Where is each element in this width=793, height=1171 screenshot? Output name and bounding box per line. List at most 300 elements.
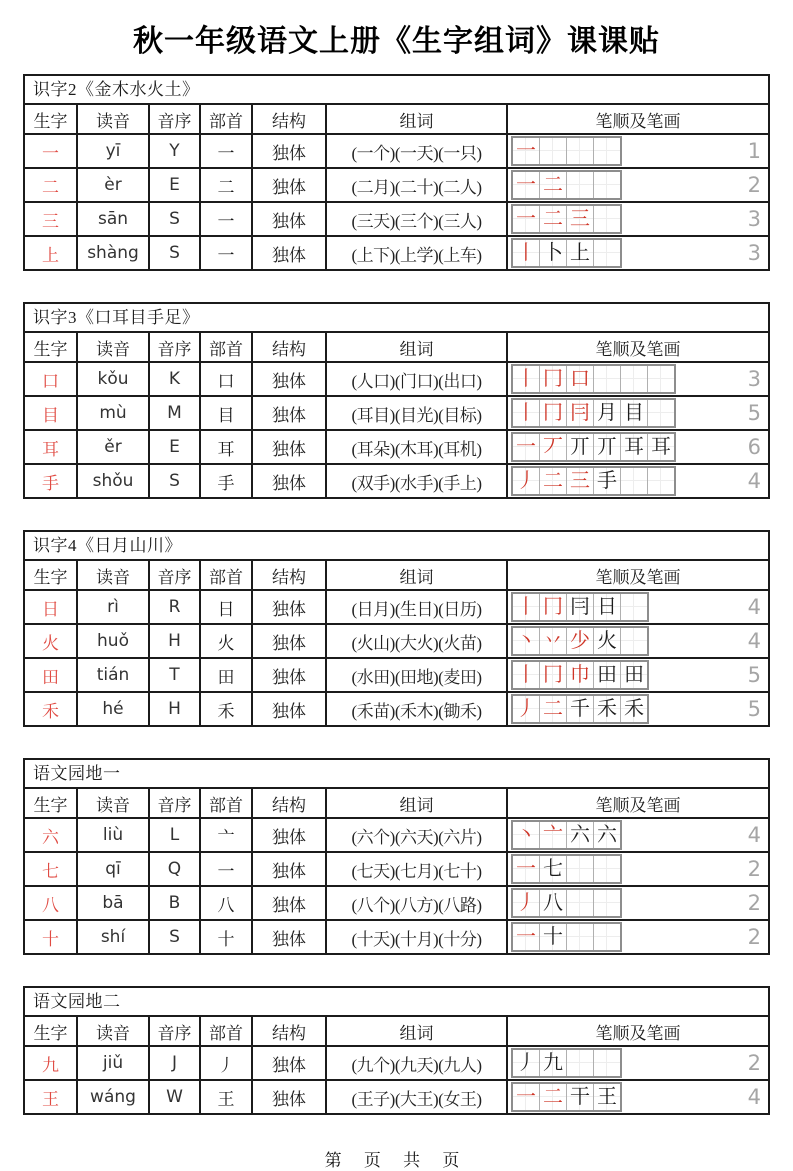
column-header: 音序 — [150, 105, 201, 133]
initial-cell: E — [150, 431, 201, 463]
stroke-order-grid — [511, 136, 622, 166]
stroke-order-grid — [511, 466, 676, 496]
stroke-step: 丿 — [513, 468, 540, 494]
column-header: 生字 — [25, 105, 78, 133]
stroke-order-grid — [511, 1048, 622, 1078]
char-cell: 三 — [25, 203, 78, 235]
char-cell: 十 — [25, 921, 78, 953]
stroke-step: 丨 — [513, 240, 540, 266]
stroke-step: 冂 — [540, 400, 567, 426]
stroke-step-empty — [594, 856, 620, 882]
char-cell: 手 — [25, 465, 78, 497]
pinyin-cell: èr — [78, 169, 150, 201]
words-cell: (人口)(门口)(出口) — [327, 363, 508, 395]
stroke-order-cell — [508, 1047, 768, 1079]
column-header: 生字 — [25, 561, 78, 589]
words-cell: (二月)(二十)(二人) — [327, 169, 508, 201]
structure-cell: 独体 — [253, 363, 327, 395]
column-header: 组词 — [327, 333, 508, 361]
structure-cell: 独体 — [253, 659, 327, 691]
radical-cell: 一 — [201, 203, 253, 235]
table-row — [25, 397, 768, 431]
char-cell: 火 — [25, 625, 78, 657]
stroke-order-cell — [508, 431, 768, 463]
lesson-title: 识字3《口耳目手足》 — [25, 304, 768, 333]
words-cell: (耳朵)(木耳)(耳机) — [327, 431, 508, 463]
stroke-order-grid — [511, 432, 676, 462]
table-row — [25, 693, 768, 725]
char-cell: 二 — [25, 169, 78, 201]
initial-cell: H — [150, 625, 201, 657]
stroke-step-empty — [567, 924, 594, 950]
column-header: 笔顺及笔画 — [595, 339, 681, 359]
lesson-title: 语文园地二 — [25, 988, 768, 1017]
stroke-step: 六 — [567, 822, 594, 848]
column-header: 部首 — [201, 105, 253, 133]
table-row — [25, 819, 768, 853]
stroke-step: 二 — [540, 172, 567, 198]
pinyin-cell: shí — [78, 921, 150, 953]
stroke-order-grid — [511, 820, 622, 850]
column-header: 音序 — [150, 561, 201, 589]
initial-cell: S — [150, 203, 201, 235]
table-row — [25, 591, 768, 625]
words-cell: (一个)(一天)(一只) — [327, 135, 508, 167]
radical-cell: 丿 — [201, 1047, 253, 1079]
stroke-order-grid — [511, 592, 649, 622]
column-header: 音序 — [150, 333, 201, 361]
stroke-step: 亠 — [540, 822, 567, 848]
stroke-count: 5 — [747, 663, 761, 687]
pinyin-cell: bā — [78, 887, 150, 919]
pinyin-cell: yī — [78, 135, 150, 167]
pinyin-cell: rì — [78, 591, 150, 623]
initial-cell: E — [150, 169, 201, 201]
stroke-step: 卜 — [540, 240, 567, 266]
structure-cell: 独体 — [253, 693, 327, 725]
structure-cell: 独体 — [253, 625, 327, 657]
column-header: 结构 — [253, 561, 327, 589]
char-cell: 上 — [25, 237, 78, 269]
stroke-count: 4 — [747, 469, 761, 493]
stroke-order-grid — [511, 364, 676, 394]
structure-cell: 独体 — [253, 853, 327, 885]
stroke-order-grid — [511, 694, 649, 724]
stroke-order-cell — [508, 169, 768, 201]
words-cell: (八个)(八方)(八路) — [327, 887, 508, 919]
words-cell: (六个)(六天)(六片) — [327, 819, 508, 851]
stroke-step: 一 — [513, 1084, 540, 1110]
stroke-step-empty — [567, 856, 594, 882]
radical-cell: 禾 — [201, 693, 253, 725]
stroke-count: 4 — [747, 629, 761, 653]
stroke-count: 3 — [747, 207, 761, 231]
stroke-count: 4 — [747, 595, 761, 619]
initial-cell: S — [150, 465, 201, 497]
stroke-step: 王 — [594, 1084, 620, 1110]
stroke-step-empty — [567, 890, 594, 916]
lesson-title: 识字4《日月山川》 — [25, 532, 768, 561]
stroke-count: 2 — [747, 857, 761, 881]
stroke-step-empty — [594, 366, 621, 392]
stroke-step-empty — [621, 594, 647, 620]
column-header: 部首 — [201, 333, 253, 361]
words-cell: (王子)(大王)(女王) — [327, 1081, 508, 1113]
header-row — [25, 105, 768, 135]
radical-cell: 田 — [201, 659, 253, 691]
pinyin-cell: kǒu — [78, 363, 150, 395]
pinyin-cell: qī — [78, 853, 150, 885]
stroke-step: 一 — [513, 172, 540, 198]
stroke-step: 口 — [567, 366, 594, 392]
stroke-step: 丿 — [513, 696, 540, 722]
pinyin-cell: mù — [78, 397, 150, 429]
stroke-step: 冃 — [567, 400, 594, 426]
words-cell: (火山)(大火)(火苗) — [327, 625, 508, 657]
words-cell: (日月)(生日)(日历) — [327, 591, 508, 623]
column-header: 读音 — [78, 1017, 150, 1045]
radical-cell: 手 — [201, 465, 253, 497]
header-row — [25, 333, 768, 363]
column-header: 结构 — [253, 1017, 327, 1045]
char-cell: 耳 — [25, 431, 78, 463]
char-cell: 九 — [25, 1047, 78, 1079]
char-cell: 八 — [25, 887, 78, 919]
stroke-step: 日 — [594, 594, 621, 620]
char-cell: 口 — [25, 363, 78, 395]
words-cell: (双手)(水手)(手上) — [327, 465, 508, 497]
stroke-order-grid — [511, 1082, 622, 1112]
stroke-count: 2 — [747, 925, 761, 949]
stroke-step-empty — [648, 468, 674, 494]
stroke-step: 丨 — [513, 400, 540, 426]
pinyin-cell: ěr — [78, 431, 150, 463]
stroke-order-cell — [508, 921, 768, 953]
column-header: 结构 — [253, 789, 327, 817]
stroke-step: 丿 — [513, 890, 540, 916]
stroke-step: 月 — [594, 400, 621, 426]
pinyin-cell: huǒ — [78, 625, 150, 657]
stroke-step: 丶 — [513, 822, 540, 848]
structure-cell: 独体 — [253, 135, 327, 167]
stroke-step: 少 — [567, 628, 594, 654]
table-row — [25, 1081, 768, 1113]
pinyin-cell: shǒu — [78, 465, 150, 497]
char-cell: 目 — [25, 397, 78, 429]
words-cell: (三天)(三个)(三人) — [327, 203, 508, 235]
stroke-order-cell — [508, 1081, 768, 1113]
structure-cell: 独体 — [253, 465, 327, 497]
column-header: 笔顺及笔画 — [595, 1023, 681, 1043]
stroke-order-cell — [508, 819, 768, 851]
initial-cell: J — [150, 1047, 201, 1079]
column-header: 音序 — [150, 789, 201, 817]
stroke-count: 1 — [747, 139, 761, 163]
column-header: 组词 — [327, 1017, 508, 1045]
initial-cell: Y — [150, 135, 201, 167]
stroke-step: 丶 — [513, 628, 540, 654]
column-header: 生字 — [25, 1017, 78, 1045]
structure-cell: 独体 — [253, 203, 327, 235]
char-cell: 日 — [25, 591, 78, 623]
lesson-table — [23, 530, 770, 727]
stroke-order-grid — [511, 922, 622, 952]
stroke-order-cell — [508, 135, 768, 167]
radical-cell: 王 — [201, 1081, 253, 1113]
column-header: 组词 — [327, 789, 508, 817]
stroke-step: 耳 — [648, 434, 674, 460]
stroke-step: 冂 — [540, 662, 567, 688]
initial-cell: K — [150, 363, 201, 395]
stroke-step: 丌 — [594, 434, 621, 460]
stroke-step-empty — [594, 206, 620, 232]
lesson-table — [23, 74, 770, 271]
stroke-order-cell — [508, 203, 768, 235]
pinyin-cell: liù — [78, 819, 150, 851]
table-row — [25, 465, 768, 497]
radical-cell: 日 — [201, 591, 253, 623]
stroke-step-empty — [621, 628, 647, 654]
stroke-step: 丷 — [540, 628, 567, 654]
stroke-count: 2 — [747, 1051, 761, 1075]
words-cell: (禾苗)(禾木)(锄禾) — [327, 693, 508, 725]
stroke-order-cell — [508, 397, 768, 429]
structure-cell: 独体 — [253, 169, 327, 201]
words-cell: (十天)(十月)(十分) — [327, 921, 508, 953]
stroke-step-empty — [567, 138, 594, 164]
stroke-step-empty — [621, 468, 648, 494]
stroke-order-cell — [508, 853, 768, 885]
stroke-step: 丆 — [540, 434, 567, 460]
table-row — [25, 659, 768, 693]
stroke-order-grid — [511, 204, 622, 234]
radical-cell: 耳 — [201, 431, 253, 463]
radical-cell: 亠 — [201, 819, 253, 851]
stroke-step-empty — [594, 1050, 620, 1076]
radical-cell: 一 — [201, 135, 253, 167]
stroke-step: 二 — [540, 696, 567, 722]
column-header: 笔顺及笔画 — [595, 111, 681, 131]
stroke-count: 2 — [747, 891, 761, 915]
stroke-order-cell — [508, 237, 768, 269]
table-row — [25, 921, 768, 953]
stroke-step: 丌 — [567, 434, 594, 460]
stroke-step: 八 — [540, 890, 567, 916]
stroke-step: 九 — [540, 1050, 567, 1076]
char-cell: 田 — [25, 659, 78, 691]
lesson-table — [23, 302, 770, 499]
radical-cell: 一 — [201, 853, 253, 885]
initial-cell: B — [150, 887, 201, 919]
stroke-step: 上 — [567, 240, 594, 266]
radical-cell: 十 — [201, 921, 253, 953]
stroke-step-empty — [567, 1050, 594, 1076]
stroke-count: 6 — [747, 435, 761, 459]
pinyin-cell: jiǔ — [78, 1047, 150, 1079]
column-header: 结构 — [253, 333, 327, 361]
page-footer: 第 页 共 页 — [324, 1151, 469, 1170]
pinyin-cell: sān — [78, 203, 150, 235]
lesson-title: 语文园地一 — [25, 760, 768, 789]
column-header: 生字 — [25, 789, 78, 817]
words-cell: (水田)(田地)(麦田) — [327, 659, 508, 691]
header-row — [25, 1017, 768, 1047]
column-header: 结构 — [253, 105, 327, 133]
stroke-step: 巾 — [567, 662, 594, 688]
stroke-step: 二 — [540, 468, 567, 494]
stroke-order-cell — [508, 659, 768, 691]
stroke-step-empty — [621, 366, 648, 392]
radical-cell: 火 — [201, 625, 253, 657]
stroke-order-cell — [508, 693, 768, 725]
char-cell: 七 — [25, 853, 78, 885]
radical-cell: 目 — [201, 397, 253, 429]
table-row — [25, 625, 768, 659]
column-header: 生字 — [25, 333, 78, 361]
char-cell: 禾 — [25, 693, 78, 725]
stroke-step: 三 — [567, 468, 594, 494]
radical-cell: 一 — [201, 237, 253, 269]
column-header: 读音 — [78, 105, 150, 133]
radical-cell: 八 — [201, 887, 253, 919]
column-header: 组词 — [327, 561, 508, 589]
stroke-step-empty — [594, 138, 620, 164]
stroke-step: 火 — [594, 628, 621, 654]
stroke-order-cell — [508, 363, 768, 395]
stroke-step: 七 — [540, 856, 567, 882]
table-row — [25, 853, 768, 887]
stroke-step: 一 — [513, 138, 540, 164]
stroke-order-grid — [511, 626, 649, 656]
column-header: 音序 — [150, 1017, 201, 1045]
initial-cell: T — [150, 659, 201, 691]
table-row — [25, 135, 768, 169]
initial-cell: L — [150, 819, 201, 851]
stroke-step: 禾 — [594, 696, 621, 722]
column-header: 读音 — [78, 561, 150, 589]
column-header: 部首 — [201, 789, 253, 817]
column-header: 笔顺及笔画 — [595, 795, 681, 815]
stroke-step: 冂 — [540, 594, 567, 620]
structure-cell: 独体 — [253, 819, 327, 851]
table-row — [25, 237, 768, 269]
stroke-step: 千 — [567, 696, 594, 722]
column-header: 组词 — [327, 105, 508, 133]
stroke-step: 耳 — [621, 434, 648, 460]
stroke-step: 田 — [621, 662, 647, 688]
stroke-step: 丨 — [513, 366, 540, 392]
structure-cell: 独体 — [253, 591, 327, 623]
char-cell: 一 — [25, 135, 78, 167]
table-row — [25, 203, 768, 237]
column-header: 读音 — [78, 789, 150, 817]
structure-cell: 独体 — [253, 237, 327, 269]
table-row — [25, 887, 768, 921]
char-cell: 六 — [25, 819, 78, 851]
stroke-step: 禾 — [621, 696, 647, 722]
table-row — [25, 363, 768, 397]
lesson-title: 识字2《金木水火土》 — [25, 76, 768, 105]
stroke-order-grid — [511, 170, 622, 200]
table-row — [25, 1047, 768, 1081]
stroke-order-grid — [511, 888, 622, 918]
initial-cell: M — [150, 397, 201, 429]
stroke-count: 5 — [747, 697, 761, 721]
pinyin-cell: tián — [78, 659, 150, 691]
stroke-count: 3 — [747, 241, 761, 265]
stroke-order-grid — [511, 660, 649, 690]
lesson-table — [23, 986, 770, 1115]
pinyin-cell: wáng — [78, 1081, 150, 1113]
stroke-order-grid — [511, 854, 622, 884]
stroke-order-grid — [511, 398, 676, 428]
stroke-order-grid — [511, 238, 622, 268]
structure-cell: 独体 — [253, 1047, 327, 1079]
stroke-step: 目 — [621, 400, 648, 426]
stroke-step: 一 — [513, 856, 540, 882]
table-row — [25, 431, 768, 465]
stroke-count: 2 — [747, 173, 761, 197]
column-header: 部首 — [201, 561, 253, 589]
char-cell: 王 — [25, 1081, 78, 1113]
pinyin-cell: shàng — [78, 237, 150, 269]
stroke-step: 二 — [540, 1084, 567, 1110]
words-cell: (上下)(上学)(上车) — [327, 237, 508, 269]
header-row — [25, 561, 768, 591]
structure-cell: 独体 — [253, 431, 327, 463]
page-title: 秋一年级语文上册《生字组词》课课贴 — [133, 25, 660, 58]
stroke-step: 冃 — [567, 594, 594, 620]
stroke-step-empty — [594, 240, 620, 266]
lesson-table — [23, 758, 770, 955]
stroke-step: 丿 — [513, 1050, 540, 1076]
stroke-step-empty — [648, 366, 674, 392]
stroke-step: 二 — [540, 206, 567, 232]
stroke-step: 干 — [567, 1084, 594, 1110]
structure-cell: 独体 — [253, 921, 327, 953]
initial-cell: Q — [150, 853, 201, 885]
stroke-step: 手 — [594, 468, 621, 494]
radical-cell: 口 — [201, 363, 253, 395]
stroke-count: 4 — [747, 823, 761, 847]
structure-cell: 独体 — [253, 887, 327, 919]
column-header: 读音 — [78, 333, 150, 361]
tables-container — [0, 66, 793, 1115]
stroke-step: 田 — [594, 662, 621, 688]
pinyin-cell: hé — [78, 693, 150, 725]
initial-cell: H — [150, 693, 201, 725]
stroke-step: 冂 — [540, 366, 567, 392]
stroke-order-cell — [508, 465, 768, 497]
stroke-step-empty — [594, 924, 620, 950]
column-header: 笔顺及笔画 — [595, 567, 681, 587]
stroke-step: 一 — [513, 924, 540, 950]
header-row — [25, 789, 768, 819]
column-header: 部首 — [201, 1017, 253, 1045]
stroke-count: 4 — [747, 1085, 761, 1109]
structure-cell: 独体 — [253, 1081, 327, 1113]
stroke-step: 丨 — [513, 662, 540, 688]
structure-cell: 独体 — [253, 397, 327, 429]
stroke-step: 十 — [540, 924, 567, 950]
initial-cell: S — [150, 921, 201, 953]
stroke-order-cell — [508, 625, 768, 657]
stroke-count: 3 — [747, 367, 761, 391]
stroke-step: 丨 — [513, 594, 540, 620]
stroke-step-empty — [540, 138, 567, 164]
initial-cell: W — [150, 1081, 201, 1113]
stroke-step: 六 — [594, 822, 620, 848]
